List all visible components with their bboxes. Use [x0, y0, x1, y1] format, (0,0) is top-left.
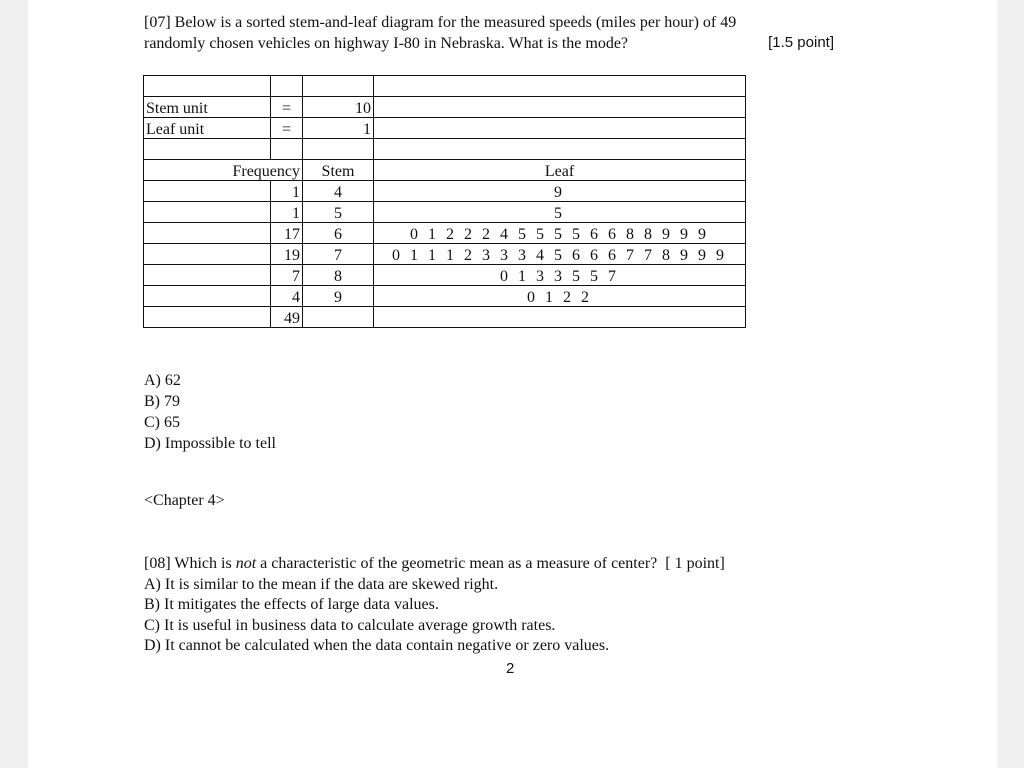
- question-07-options: [144, 370, 276, 454]
- leaf-cell: 0 1 1 1 2 3 3 3 4 5 6 6 6 7 7 8 9 9 9: [374, 244, 746, 265]
- table-row: [144, 202, 746, 223]
- stem-and-leaf-table: [143, 75, 746, 328]
- stem-cell: 7: [303, 244, 374, 265]
- table-blank-row: [144, 76, 746, 97]
- option-d: D) It cannot be calculated when the data contain negative or zero values.: [144, 637, 610, 654]
- option-c: C) 65: [144, 414, 180, 431]
- leaf-cell: 9: [374, 181, 746, 202]
- leaf-header: Leaf: [374, 160, 746, 181]
- leaf-cell: 0 1 2 2: [374, 286, 746, 307]
- frequency-cell: 1: [271, 202, 303, 223]
- frequency-header: Frequency: [144, 160, 303, 181]
- option-b: B) 79: [144, 393, 180, 410]
- frequency-cell: 4: [271, 286, 303, 307]
- document-page: [28, 0, 997, 768]
- chapter-heading: <Chapter 4>: [144, 492, 225, 509]
- question-07-line-1: [07] Below is a sorted stem-and-leaf diagram for the measured speeds (miles per hour) of 49: [144, 14, 737, 31]
- question-07-points: [1.5 point]: [768, 34, 834, 51]
- frequency-cell: 17: [271, 223, 303, 244]
- question-08-stem: [144, 554, 725, 575]
- question-08: [144, 554, 725, 657]
- question-08-emphasis: not: [235, 555, 257, 572]
- frequency-cell: 7: [271, 265, 303, 286]
- stem-unit-label: Stem unit: [144, 97, 271, 118]
- leaf-unit-value: 1: [303, 118, 374, 139]
- leaf-unit-row: [144, 118, 746, 139]
- frequency-cell: 19: [271, 244, 303, 265]
- table-row: [144, 181, 746, 202]
- leaf-unit-label: Leaf unit: [144, 118, 271, 139]
- question-08-prefix: [08] Which is: [144, 555, 236, 572]
- option-c: C) It is useful in business data to calculate average growth rates.: [144, 616, 556, 634]
- stem-unit-value: 10: [303, 97, 374, 118]
- stem-cell: 4: [303, 181, 374, 202]
- leaf-unit-equals: =: [271, 118, 303, 139]
- stem-unit-equals: =: [271, 97, 303, 118]
- frequency-cell: 1: [271, 181, 303, 202]
- stem-cell: 9: [303, 286, 374, 307]
- table-row: [144, 286, 746, 307]
- option-d: D) Impossible to tell: [144, 435, 276, 452]
- leaf-cell: 0 1 3 3 5 5 7: [374, 265, 746, 286]
- stem-unit-row: [144, 97, 746, 118]
- table-header-row: [144, 160, 746, 181]
- question-07-line-2: randomly chosen vehicles on highway I-80 in Nebraska. What is the mode?: [144, 35, 629, 52]
- stem-cell: 8: [303, 265, 374, 286]
- stem-cell: 6: [303, 223, 374, 244]
- leaf-cell: 5: [374, 202, 746, 223]
- stem-header: Stem: [303, 160, 374, 181]
- stem-cell: 5: [303, 202, 374, 223]
- leaf-cell: 0 1 2 2 2 4 5 5 5 5 6 6 8 8 9 9 9: [374, 223, 746, 244]
- option-a: A) It is similar to the mean if the data are skewed right.: [144, 575, 499, 593]
- table-row: [144, 265, 746, 286]
- table-total-row: [144, 307, 746, 328]
- table-row: [144, 223, 746, 244]
- question-08-suffix: a characteristic of the geometric mean as a measure of center?: [256, 555, 658, 572]
- question-07: [144, 12, 834, 54]
- option-a: A) 62: [144, 372, 181, 389]
- frequency-total: 49: [271, 307, 303, 328]
- table-row: [144, 244, 746, 265]
- option-b: B) It mitigates the effects of large data values.: [144, 596, 439, 613]
- question-08-points: [ 1 point]: [665, 555, 725, 572]
- page-number: 2: [506, 660, 515, 677]
- table-spacer-row: [144, 139, 746, 160]
